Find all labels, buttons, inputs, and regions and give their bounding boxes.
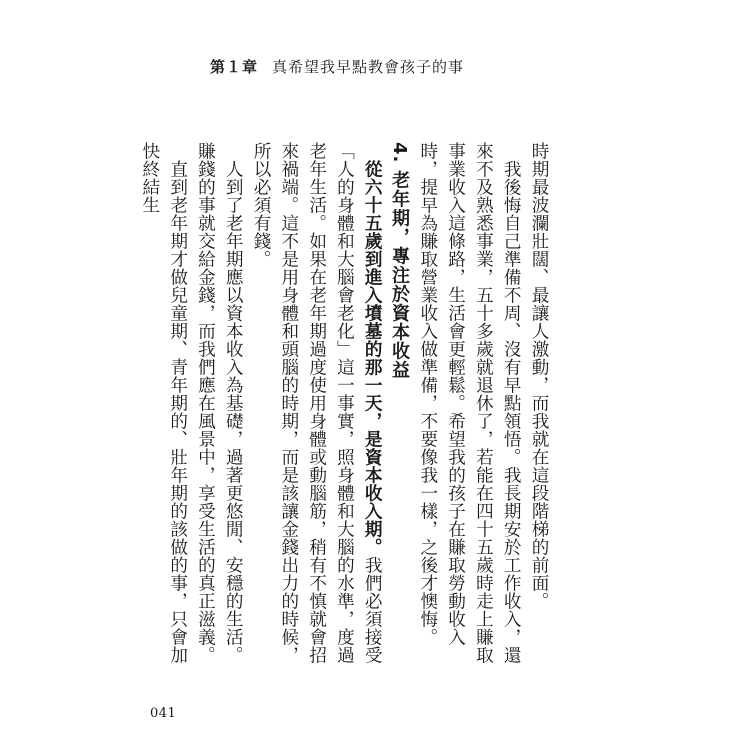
section-heading: 4. 老年期，專注於資本收益	[389, 142, 411, 380]
paragraph-3-bold: 從六十五歲到進入墳墓的那一天，是資本收入期。	[362, 159, 383, 556]
paragraph-2: 我後悔自己準備不周、沒有早點領悟。我長期安於工作收入，還來不及熟悉事業，五十多歲就退休了，若能在四十五歲時走上賺取事業收入這條路，生活會更輕鬆。希望我的孩子在賺取勞動收入時，提早為賺取營業收入做準備，不要像我一樣，之後才懊悔。	[417, 142, 522, 664]
paragraph-3	[246, 142, 385, 672]
paragraph-3-rest: 我們必須接受「人的身體和大腦會老化」這一事實，照身體和大腦的水準，度過老年生活。如果在老年期過度使用身體或動腦筋，稍有不慎就會招來禍端。這不是用身體和頭腦的時期，而是該讓金錢出力的時候，所以必須有錢。	[251, 142, 383, 664]
paragraph-1: 時期最波瀾壯闊、最讓人激動，而我就在這段階梯的前面。	[529, 142, 549, 610]
chapter-title: 真希望我早點教會孩子的事	[272, 57, 465, 76]
vertical-body-text	[139, 142, 552, 672]
page-number: 041	[150, 706, 177, 721]
chapter-label: 第１章	[210, 57, 259, 76]
paragraph-5: 直到老年期才做兒童期、青年期的、壯年期的該做的事，只會加快終結生	[139, 142, 188, 664]
paragraph-4: 人到了老年期應以資本收入為基礎，過著更悠閒、安穩的生活。賺錢的事就交給金錢，而我們應在風景中，享受生活的真正滋義。	[195, 142, 244, 664]
running-header	[210, 56, 464, 76]
